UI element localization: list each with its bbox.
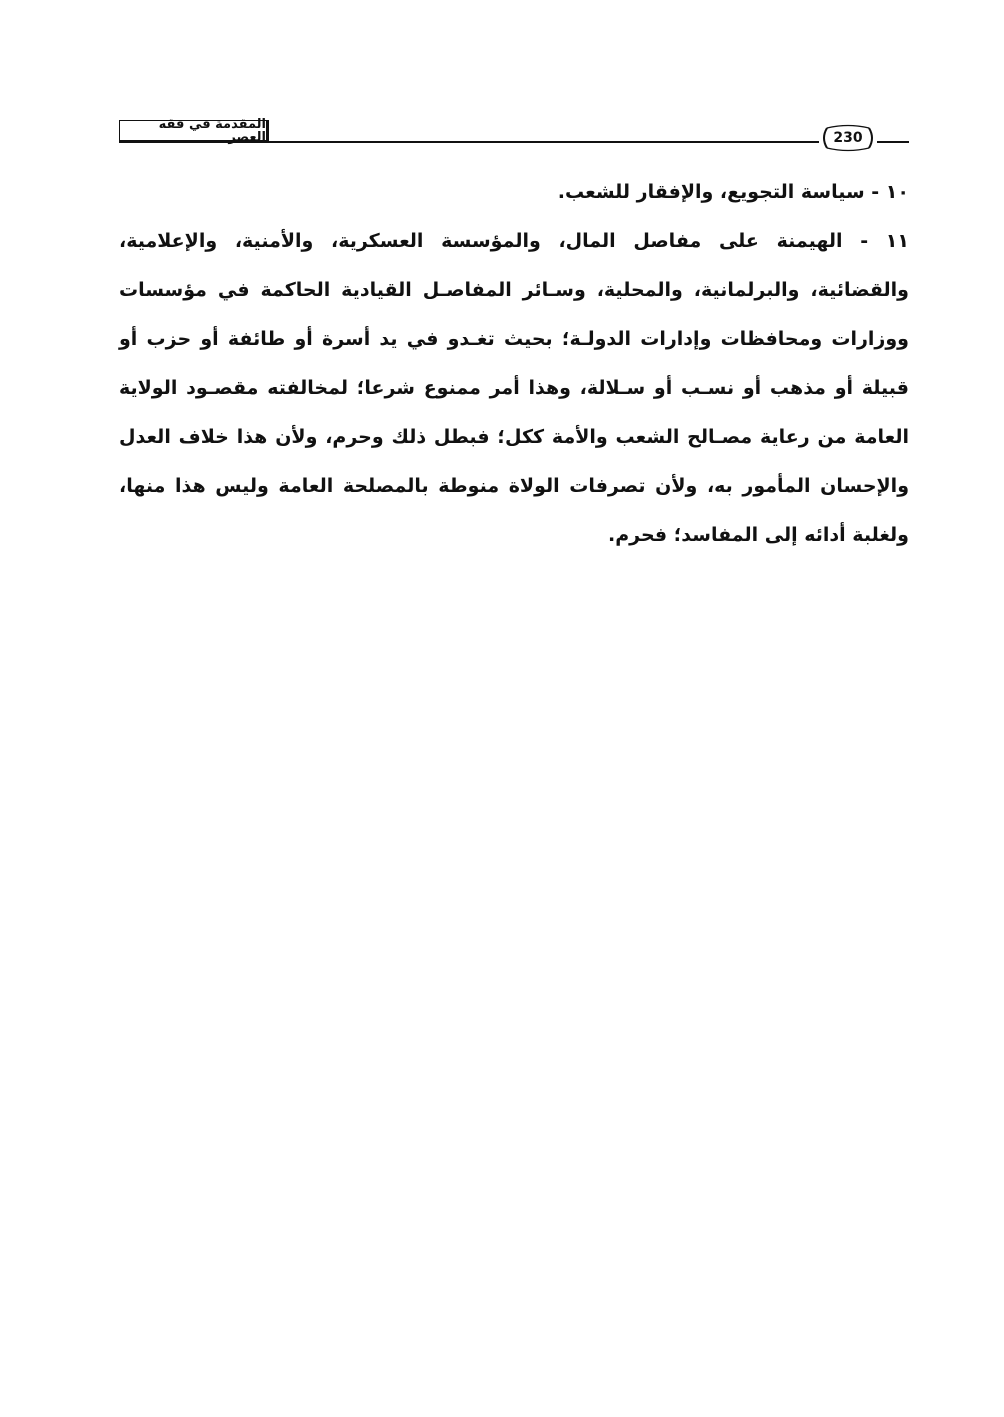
page-header (119, 117, 909, 157)
page-number-text: 230 (833, 130, 863, 146)
running-title: المقدمة في فقه العصر (119, 120, 269, 141)
page-number (819, 120, 877, 156)
paragraph-item-10: ١٠ - سياسة التجويع، والإفقار للشعب. (557, 181, 909, 203)
main-text (119, 168, 909, 560)
paragraph-item-11: ١١ - الهيمنة على مفاصل المال، والمؤسسة العسكرية، والأمنية، والإعلامية، والقضائية، والبرلمانية، والمحلية، وسـائر المفاصـل القيادية الحاكمة في مؤسسات ووزارات ومحافظات وإدارات الدولـة؛ بحيث تغـدو في يد أسرة أو طائفة أو حزب أو قبيلة أو مذهب أو نسـب أو سـلالة، وهذا أمر ممنوع شرعا؛ لمخالفته مقصـود الولاية العامة من رعاية مصـالح الشعب والأمة ككل؛ فبطل ذلك وحرم، ولأن هذا خلاف العدل والإحسان المأمور به، ولأن تصرفات الولاة منوطة بالمصلحة العامة وليس هذا منها، ولغلبة أدائه إلى المفاسد؛ فحرم. (119, 230, 909, 546)
